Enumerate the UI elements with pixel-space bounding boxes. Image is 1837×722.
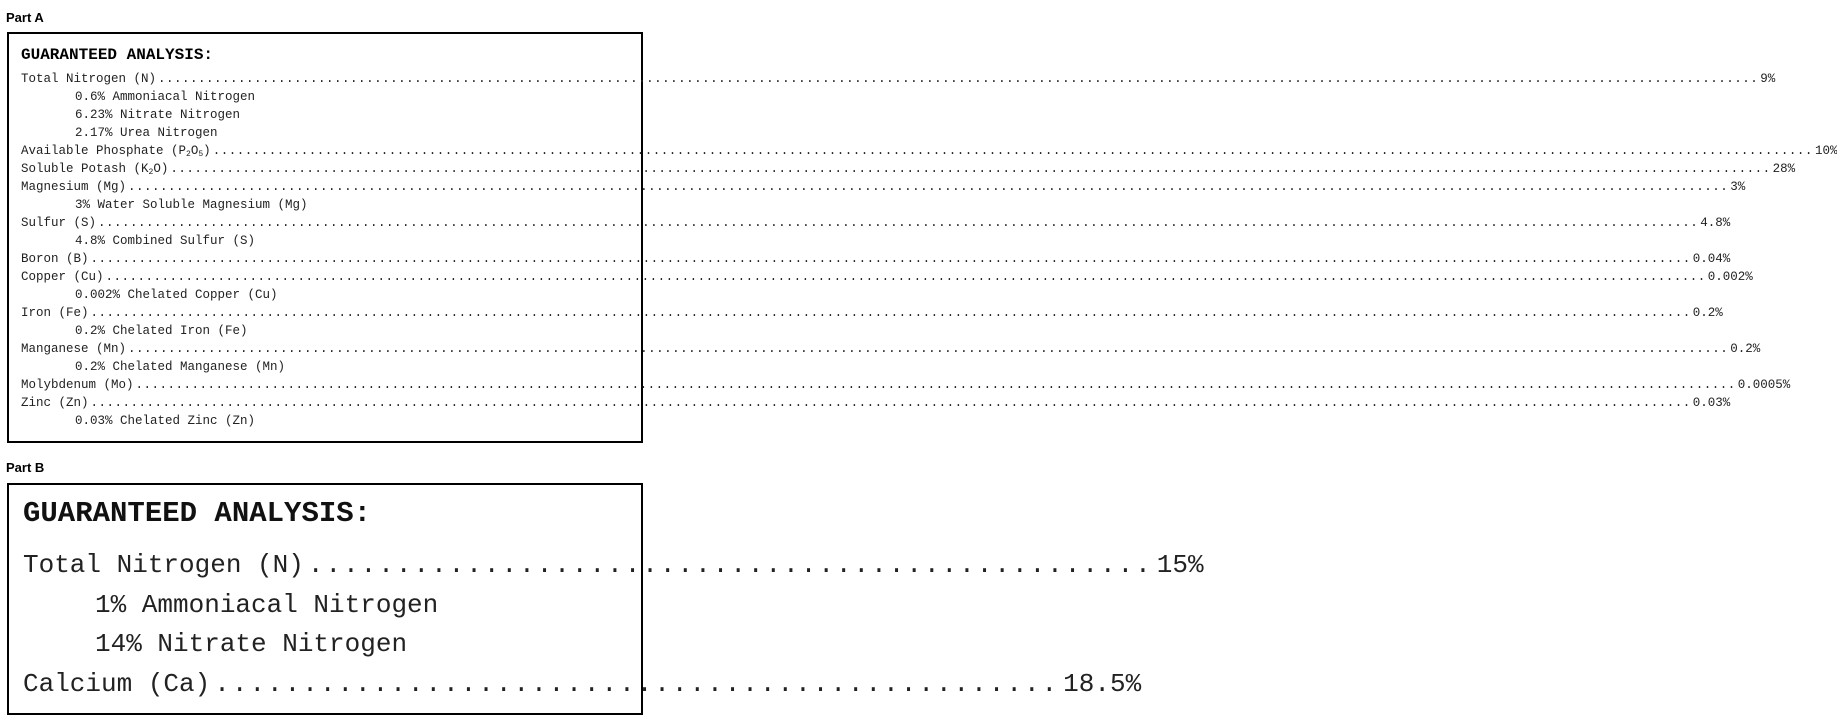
nutrient-value: 0.002% (1707, 270, 1753, 284)
part-a-nutrient-row (21, 340, 1761, 358)
part-a-sub-line: 0.03% Chelated Zinc (Zn) (75, 414, 256, 428)
nutrient-value: 3% (1730, 180, 1746, 194)
part-a-nutrient-row (21, 250, 1731, 268)
part-a-sub-line: 6.23% Nitrate Nitrogen (75, 108, 241, 122)
nutrient-value: 0.2% (1730, 342, 1761, 356)
dot-leader: ................................................ (307, 550, 1153, 580)
dot-leader: ........................................................................................................................................................................................................ (98, 216, 1699, 230)
nutrient-value: 18.5% (1063, 669, 1142, 699)
nutrient-name-part: Available Phosphate (P (21, 144, 187, 158)
nutrient-value: 0.2% (1692, 306, 1723, 320)
nutrient-name: Molybdenum (Mo) (21, 378, 134, 392)
part-a-analysis-box (7, 32, 1837, 443)
dot-leader: ........................................................................................................................................................................................................ (90, 396, 1691, 410)
nutrient-value: 28% (1772, 162, 1796, 176)
dot-leader: ........................................................................................................................................................................................................ (128, 180, 1729, 194)
nutrient-value: 15% (1156, 550, 1204, 580)
nutrient-name: Manganese (Mn) (21, 342, 127, 356)
part-b-title: GUARANTEED ANALYSIS: (23, 497, 372, 530)
part-a-title: GUARANTEED ANALYSIS: (21, 46, 214, 64)
nutrient-name-part: O) (153, 162, 169, 176)
dot-leader: ........................................................................................................................................................................................................ (90, 252, 1691, 266)
nutrient-value: 4.8% (1700, 216, 1731, 230)
part-a-sub-line: 2.17% Urea Nitrogen (75, 126, 218, 140)
nutrient-name: Iron (Fe) (21, 306, 89, 320)
part-a-nutrient-row (21, 376, 1791, 394)
part-a-nutrient-row (21, 70, 1776, 88)
nutrient-name (21, 142, 211, 160)
part-a-nutrient-row (21, 394, 1731, 412)
part-b-label: Part B (6, 460, 45, 475)
part-b-calcium-row (23, 666, 1142, 702)
nutrient-name: Boron (B) (21, 252, 89, 266)
part-a-sub-line: 0.6% Ammoniacal Nitrogen (75, 90, 256, 104)
part-a-sub-line: 4.8% Combined Sulfur (S) (75, 234, 256, 248)
part-b-ammoniacal-line: 1% Ammoniacal Nitrogen (95, 590, 439, 620)
dot-leader: ........................................................................................................................................................................................................ (135, 378, 1736, 392)
subscript: 5 (198, 150, 204, 159)
nutrient-name: Total Nitrogen (N) (21, 72, 157, 86)
part-a-nutrient-row (21, 268, 1753, 286)
part-a-nutrient-row (21, 142, 1837, 160)
part-a-nutrient-row (21, 160, 1796, 178)
dot-leader: ................................................ (214, 669, 1060, 699)
part-a-nutrient-row (21, 304, 1723, 322)
nutrient-name-part: Soluble Potash (K (21, 162, 149, 176)
part-a-nutrient-row (21, 178, 1746, 196)
nutrient-name: Sulfur (S) (21, 216, 97, 230)
part-b-total-nitrogen-row (23, 547, 1204, 583)
nutrient-name: Copper (Cu) (21, 270, 104, 284)
dot-leader: ........................................................................................................................................................................................................ (105, 270, 1706, 284)
nutrient-value: 10% (1814, 144, 1837, 158)
part-a-label: Part A (6, 10, 44, 25)
nutrient-value: 0.03% (1692, 396, 1731, 410)
dot-leader: ........................................................................................................................................................................................................ (90, 306, 1691, 320)
nutrient-name: Zinc (Zn) (21, 396, 89, 410)
part-a-sub-line: 0.002% Chelated Copper (Cu) (75, 288, 278, 302)
subscript: 2 (148, 168, 154, 177)
dot-leader: ........................................................................................................................................................................................................ (170, 162, 1771, 176)
part-b-analysis-box (7, 483, 1204, 715)
part-a-sub-line: 0.2% Chelated Manganese (Mn) (75, 360, 286, 374)
dot-leader: ........................................................................................................................................................................................................ (128, 342, 1729, 356)
nutrient-value: 0.04% (1692, 252, 1731, 266)
nutrient-name: Calcium (Ca) (23, 669, 211, 699)
nutrient-name-part: ) (203, 144, 211, 158)
nutrient-value: 9% (1760, 72, 1776, 86)
nutrient-value: 0.0005% (1737, 378, 1791, 392)
part-a-sub-line: 3% Water Soluble Magnesium (Mg) (75, 198, 308, 212)
dot-leader: ........................................................................................................................................................................................................ (158, 72, 1759, 86)
nutrient-name (21, 160, 168, 178)
nutrient-name: Magnesium (Mg) (21, 180, 127, 194)
part-a-sub-line: 0.2% Chelated Iron (Fe) (75, 324, 248, 338)
part-a-nutrient-row (21, 214, 1731, 232)
part-b-nitrate-line: 14% Nitrate Nitrogen (95, 629, 408, 659)
dot-leader: ........................................................................................................................................................................................................ (212, 144, 1813, 158)
nutrient-name: Total Nitrogen (N) (23, 550, 304, 580)
subscript: 2 (186, 150, 191, 159)
nutrient-name-part: O (190, 144, 199, 158)
